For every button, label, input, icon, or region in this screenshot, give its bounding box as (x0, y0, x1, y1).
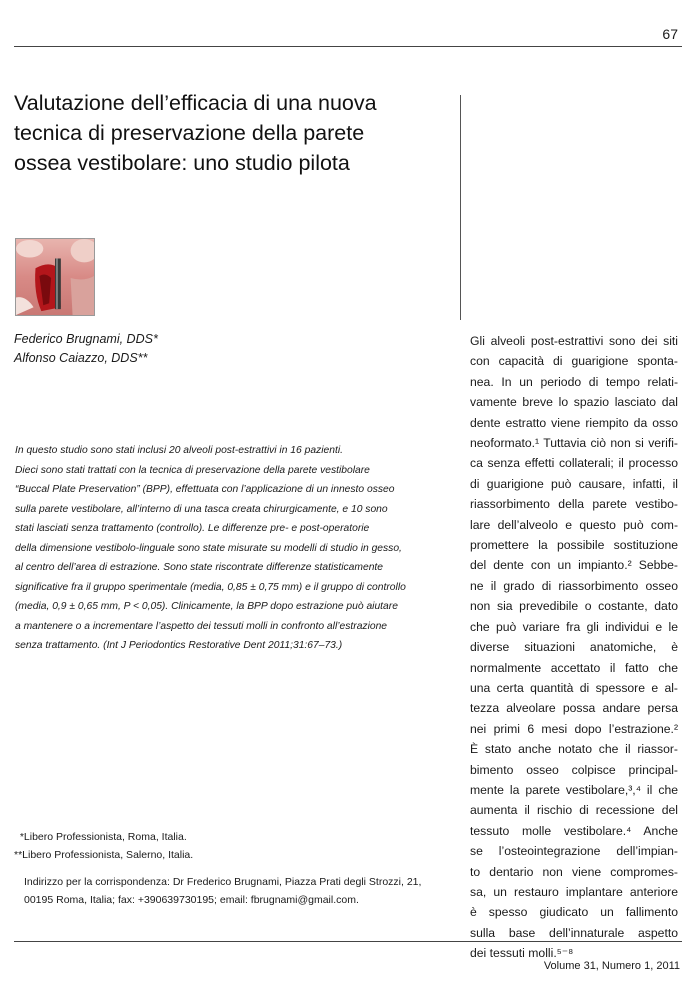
column-divider (460, 95, 461, 320)
article-title (14, 88, 444, 178)
body-text-line: una certa quantità di spessore e al- (470, 680, 678, 695)
abstract-line: (media, 0,9 ± 0,65 mm, P < 0,05). Clinicamente, la BPP dopo estrazione può aiutare (15, 601, 398, 612)
body-text-line: ca senza effetti collaterali; il processo (470, 456, 678, 471)
abstract-line: a mantenere o a incrementare l’aspetto dei tessuti molli in confronto all’estrazione (15, 620, 388, 632)
page-number: 67 (662, 26, 678, 42)
body-text-line: sulla base dell’innaturale aspetto (470, 925, 678, 940)
author-name: Alfonso Caiazzo, DDS** (14, 351, 148, 365)
body-text-line: lare dell’alveolo e questo può com- (470, 517, 678, 532)
correspondence-address (24, 874, 421, 909)
body-text-line: diverse situazioni anatomiche, è (470, 640, 678, 655)
body-text-line: to dentario non viene compromes- (470, 864, 678, 879)
title-line: tecnica di preservazione della parete (14, 121, 365, 145)
body-text-line: tezza alveolare possa andare persa (470, 701, 678, 716)
abstract-line: significative fra il gruppo sperimentale (media, 0,85 ± 0,75 mm) e il gruppo di controllo (15, 581, 406, 593)
title-line: ossea vestibolare: uno studio pilota (14, 151, 350, 175)
title-line: Valutazione dell’efficacia di una nuova (14, 91, 377, 115)
abstract (15, 441, 455, 656)
abstract-line: Dieci sono stati trattati con la tecnica di preservazione della parete vestibolare (15, 464, 370, 476)
body-text-line: promettere la possibile sostituzione (470, 538, 678, 553)
body-text-line: se l’osteointegrazione dell’impian- (470, 844, 678, 859)
body-text (470, 331, 678, 964)
body-text-line: normalmente accettato il fatto che (470, 660, 678, 675)
body-text-line: dente estratto viene riempito da osso (470, 415, 678, 430)
abstract-line: sulla parete vestibolare, all’interno di una tasca creata chirurgicamente, e 10 sono (15, 503, 388, 515)
authors (14, 330, 158, 368)
body-text-line: nea. In un periodo di tempo relati- (470, 374, 678, 389)
affiliations (14, 829, 193, 864)
body-text-line: tessuto molle vestibolare.⁴ Anche (470, 823, 678, 838)
affiliation-line: *Libero Professionista, Roma, Italia. (14, 831, 187, 843)
body-text-line: È stato anche notato che il riassor- (470, 742, 678, 757)
body-text-line: sa, un restauro implantare anteriore (470, 884, 678, 899)
body-text-line: aumenta il rischio di recessione del (470, 803, 678, 818)
body-text-line: nei primi 6 mesi dopo l’estrazione.² (470, 721, 678, 736)
footer-rule (14, 941, 682, 942)
body-text-line: vamente breve lo spazio lasciato dal (470, 395, 678, 410)
journal-issue: Volume 31, Numero 1, 2011 (543, 960, 680, 972)
body-text-line: mente la parete vestibolare,³,⁴ il che (470, 782, 678, 797)
body-text-line: ne il grado di riassorbimento osseo (470, 578, 678, 593)
body-text-line: del dente con un impianto.² Sebbe- (470, 558, 678, 573)
body-text-line: riassorbimento della parete vestibo- (470, 497, 678, 512)
body-text-line: che può variare fra gli individui e le (470, 619, 678, 634)
body-text-line: con capacità di guarigione sponta- (470, 354, 678, 369)
header-rule (14, 46, 682, 47)
correspondence-line: Indirizzo per la corrispondenza: Dr Frederico Brugnami, Piazza Prati degli Strozzi, 21, (24, 876, 422, 888)
clinical-photo (15, 238, 95, 316)
abstract-line: al centro dell’area di estrazione. Sono state riscontrate differenze statisticamente (15, 562, 384, 573)
body-text-line: Gli alveoli post-estrattivi sono dei siti (470, 334, 678, 348)
body-text-line: bimento osseo colpisce principal- (470, 762, 678, 777)
body-text-line: non sia prevedibile o costante, dato (470, 599, 678, 614)
abstract-line: “Buccal Plate Preservation” (BPP), effettuata con l’applicazione di un innesto osseo (15, 484, 395, 495)
affiliation-line: **Libero Professionista, Salerno, Italia. (14, 848, 194, 861)
author-name: Federico Brugnami, DDS* (14, 332, 158, 346)
abstract-line: senza trattamento. (Int J Periodontics Restorative Dent 2011;31:67–73.) (15, 640, 343, 651)
abstract-line: In questo studio sono stati inclusi 20 alveoli post-estrattivi in 16 pazienti. (15, 445, 343, 456)
correspondence-line: 00195 Roma, Italia; fax: +390639730195; email: fbrugnami@gmail.com. (24, 893, 359, 906)
abstract-line: stati lasciati senza trattamento (controllo). Le differenze pre- e post-operatorie (15, 523, 370, 534)
abstract-line: della dimensione vestibolo-linguale sono state misurate su modelli di studio in gesso, (15, 542, 402, 554)
body-text-line: è spesso giudicato un fallimento (470, 905, 678, 920)
body-text-line: di guarigione può causare, infatti, il (470, 476, 678, 491)
body-text-line: neoformato.¹ Tuttavia ciò non si verifi- (470, 436, 678, 451)
body-text-line: dei tessuti molli.⁵⁻⁸ (470, 946, 574, 961)
